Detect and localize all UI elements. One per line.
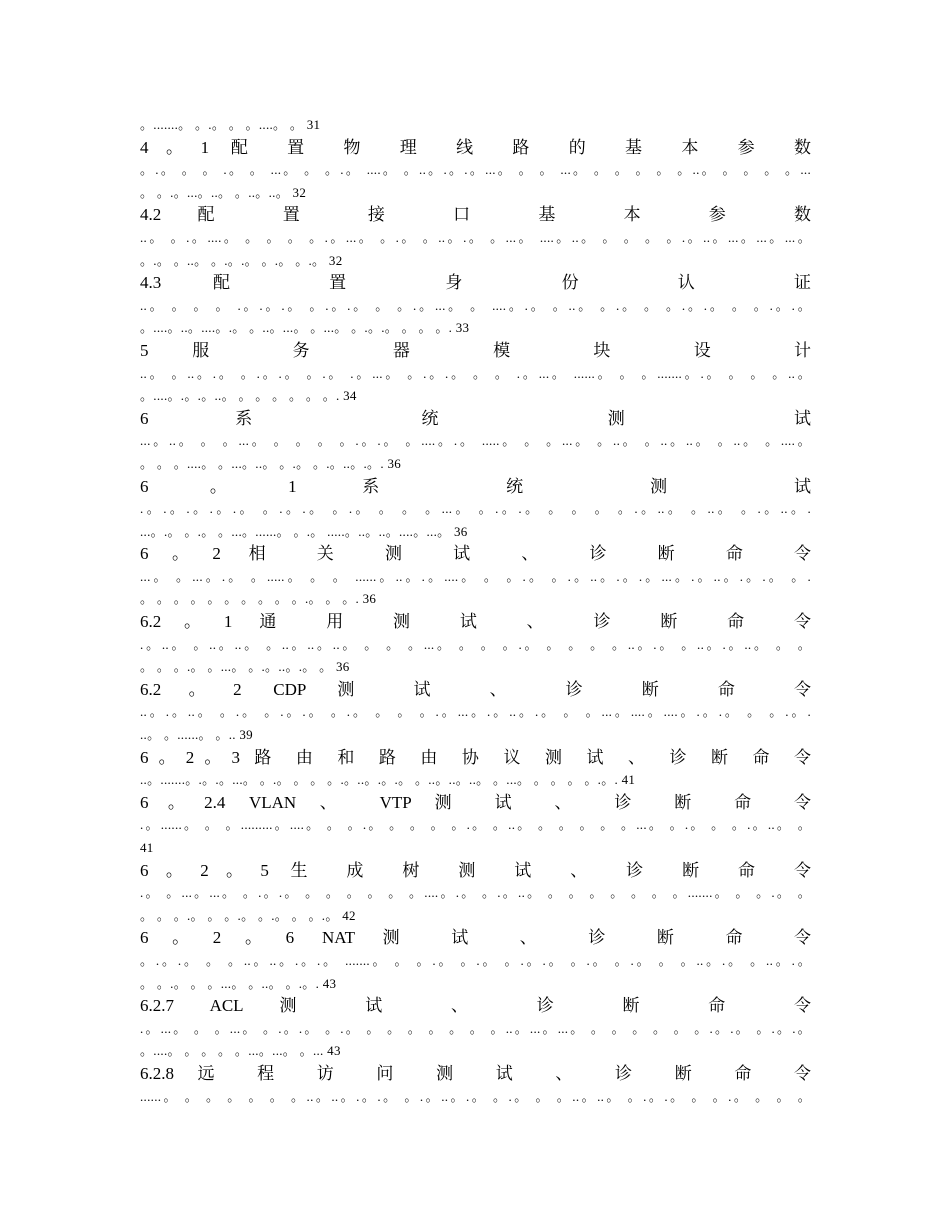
toc-leader-page-number: 。 。 。 。 。 。 。 。 。 。.。 。 。. 36 <box>140 591 377 607</box>
toc-leader-page-number: 。 。.。 。 。...。 。..。 。.。. 43 <box>140 975 337 991</box>
table-of-contents <box>140 114 811 1108</box>
toc-entry-title: 4.3 配 置 身 份 认 证 <box>140 273 811 293</box>
toc-entry-title: 5 服 务 器 模 块 设 计 <box>140 340 811 360</box>
toc-dot-leader: .。.。.。.。.。 。.。.。 。.。 。 。 。...。 。.。.。 。 。 。 。.。..。 。..。 。.。..。. <box>140 501 811 517</box>
toc-leader-page-number: 。 。 。....。 。...。..。 。.。 。.。..。.。. 36 <box>140 455 402 471</box>
toc-dot-leader: ...。 。...。.。 。.....。 。 。 ......。..。.。....。 。 。.。 。.。..。.。.。...。.。..。.。.。 。. <box>140 568 811 584</box>
toc-dot-leader: 。.。.。 。 。..。..。.。.。 .......。 。 。.。 。.。 。.。.。 。.。 。.。 。 。..。.。 。..。.。 <box>140 952 811 968</box>
toc-leader-page-number: 。.......。 。.。 。 。....。 。 31 <box>140 117 321 132</box>
toc-entry-title: 6。1 系 统 测 试 <box>140 476 811 496</box>
toc-entry-title: 6。2。5 生 成 树 测 试 、 诊 断 命 令 <box>140 860 811 880</box>
toc-leader-page-number: 。.。 。..。 。.。.。 。.。 。.。 32 <box>140 252 343 268</box>
toc-dot-leader: ..。.。..。 。.。 。.。.。 。.。 。 。 。.。...。.。..。.。 。 。...。....。....。.。.。 。 。.。. <box>140 704 811 720</box>
toc-entry-title: 4。1 配 置 物 理 线 路 的 基 本 参 数 <box>140 137 811 157</box>
toc-entry-title: 6.2.8 远 程 访 问 测 试 、 诊 断 命 令 <box>140 1063 811 1083</box>
toc-entry-title: 6.2.7 ACL 测 试 、 诊 断 命 令 <box>140 996 811 1016</box>
toc-dot-leader: .。..。 。..。..。 。..。..。..。 。 。 。...。 。 。 。.。 。 。 。 。..。.。 。..。.。..。 。 。 <box>140 636 811 652</box>
toc-dot-leader: ......。 。 。 。 。 。 。..。..。.。.。 。.。..。.。 。.。 。 。..。..。 。.。.。 。 。.。 。 。 。 <box>140 1088 811 1104</box>
toc-leader-page-number: 。....。 。 。 。 。...。...。 。... 43 <box>140 1043 341 1059</box>
toc-leader-page-number: ..。 。......。 。.. 39 <box>140 727 253 743</box>
toc-entry-title: 6。2。6 NAT 测 试 、 诊 断 命 令 <box>140 928 811 948</box>
toc-entry-title: 6。2 相 关 测 试 、 诊 断 命 令 <box>140 544 811 564</box>
toc-leader-page-number: ..。.......。.。.。...。 。.。 。 。 。.。..。.。.。 。..。..。..。 。...。 。 。 。 。.。. 41 <box>140 772 636 788</box>
toc-leader-page-number: 41 <box>140 840 154 855</box>
toc-leader-page-number: 。 。.。...。..。 。..。..。 32 <box>140 184 307 200</box>
toc-leader-page-number: 。 。 。.。 。...。 。.。..。.。 。 36 <box>140 659 350 675</box>
toc-entry-title: 6.2。2 CDP 测 试 、 诊 断 命 令 <box>140 679 811 699</box>
toc-dot-leader: 。.。 。 。 .。 。 ...。 。 。.。 ....。 。..。.。.。...。 。 。 ...。 。 。 。 。 。..。 。 。 。 。... <box>140 162 811 178</box>
toc-dot-leader: .。......。 。 。.........。....。 。 。.。 。 。 。 。.。 。..。 。 。 。 。 。...。 。.。 。 。.。..。 。 <box>140 817 811 833</box>
toc-entry-title: 6.2。1 通 用 测 试 、 诊 断 命 令 <box>140 612 811 632</box>
toc-leader-page-number: 。....。..。....。.。 。..。...。 。...。 。.。.。 。 。 。. 33 <box>140 320 470 336</box>
toc-entry-title: 6 系 统 测 试 <box>140 408 811 428</box>
toc-dot-leader: ..。 。 。 。 .。.。.。 。.。.。 。 。.。...。 。 ....。.。 。..。 。.。 。 。.。.。 。 。.。.。 <box>140 297 811 313</box>
toc-dot-leader: .。...。 。 。...。 。.。.。 。.。 。 。 。 。 。 。 。..。...。...。 。 。 。 。 。 。.。.。 。.。.。 <box>140 1020 811 1036</box>
toc-dot-leader: ..。 。.。....。 。 。 。 。.。...。 。.。 。..。.。 。...。 ....。..。 。 。 。 。.。..。...。...。...。 <box>140 229 811 245</box>
toc-leader-page-number: 。....。.。.。..。 。 。 。 。 。 。. 34 <box>140 388 357 404</box>
toc-dot-leader: .。 。...。...。 。.。.。 。 。 。 。 。 。....。.。 。.。..。 。 。 。 。 。 。 。.......。 。 。.。 。 <box>140 885 811 901</box>
toc-entry-title: 4.2 配 置 接 口 基 本 参 数 <box>140 205 811 225</box>
toc-dot-leader: ...。..。 。 。...。 。 。 。 。.。.。 。....。.。 .....。 。 。...。 。..。 。..。..。 。..。 。....。 <box>140 433 811 449</box>
toc-dot-leader: ..。 。..。.。 。.。.。 。.。 .。...。 。.。.。 。 。 .。...。 ......。 。 。.......。.。 。 。 。..。 <box>140 365 811 381</box>
toc-leader-page-number: ...。.。 。.。 。...。......。 。.。 .....。..。..。....。...。 36 <box>140 523 468 539</box>
toc-entry-title: 6。2。3 路 由 和 路 由 协 议 测 试 、 诊 断 命 令 <box>140 747 811 767</box>
toc-entry-title: 6。2.4 VLAN 、 VTP 测 试 、 诊 断 命 令 <box>140 792 811 812</box>
toc-leader-page-number: 。 。 。.。 。 。.。 。.。 。 。.。 42 <box>140 907 356 923</box>
